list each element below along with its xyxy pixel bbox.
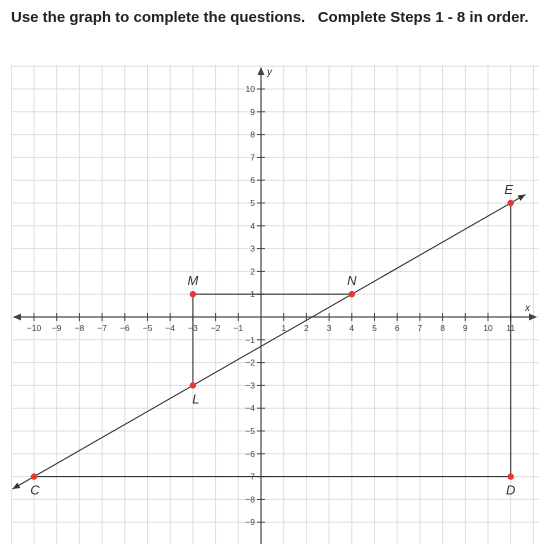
x-tick-label: −8 [74, 323, 85, 333]
x-tick-label: 8 [440, 323, 445, 333]
y-tick-label: 6 [250, 175, 255, 186]
point-m [190, 291, 196, 297]
x-axis-label: x [525, 303, 530, 314]
axes [13, 67, 537, 544]
x-tick-label: 11 [506, 323, 516, 333]
point-label-e: E [504, 182, 514, 197]
y-tick-label: −3 [245, 380, 255, 391]
x-tick-label: −6 [119, 323, 130, 333]
y-tick-label: −1 [245, 334, 255, 345]
y-tick-label: 5 [250, 198, 255, 208]
x-tick-label: −9 [51, 323, 62, 333]
point-e [508, 200, 514, 206]
x-tick-label: 9 [462, 323, 468, 333]
x-tick-label: −3 [188, 323, 198, 333]
x-tick-label: 1 [281, 323, 287, 333]
y-axis-arrow-up-icon [258, 67, 265, 75]
y-tick-label: −4 [245, 403, 255, 414]
x-tick-label: −4 [165, 323, 176, 333]
x-tick-label: 6 [394, 323, 400, 333]
x-tick-label: −2 [210, 323, 221, 333]
x-tick-label: 3 [326, 323, 332, 333]
y-tick-label: −6 [245, 448, 255, 459]
x-tick-label: 4 [349, 323, 355, 333]
x-tick-label: −7 [97, 323, 107, 333]
grid-lines [11, 65, 539, 544]
line-arrow-left-icon [12, 483, 20, 489]
x-tick-label: −1 [233, 323, 244, 333]
x-tick-label: −5 [142, 323, 153, 333]
graph-svg [11, 65, 539, 544]
x-tick-label: 5 [372, 323, 377, 333]
y-tick-label: −9 [245, 517, 255, 528]
point-c [31, 473, 37, 479]
point-label-m: M [187, 273, 199, 289]
point-d [508, 473, 514, 479]
y-axis-label: y [267, 67, 272, 78]
instructions-text: Use the graph to complete the questions. Complete Steps 1 - 8 in order. [11, 9, 529, 26]
point-n [349, 291, 355, 297]
x-axis-arrow-left-icon [13, 314, 21, 321]
coordinate-graph [11, 65, 539, 544]
point-label-l: L [192, 391, 200, 407]
y-tick-label: 8 [250, 129, 255, 140]
line-arrow-right-icon [518, 195, 526, 201]
y-tick-label: 10 [245, 84, 255, 94]
y-tick-label: −5 [245, 426, 255, 436]
x-tick-label: −10 [26, 323, 42, 333]
line-ce [12, 195, 525, 489]
y-tick-label: 7 [250, 152, 255, 163]
x-tick-label: 2 [304, 323, 309, 333]
figure-lines [12, 195, 525, 489]
point-label-d: D [506, 482, 516, 498]
x-tick-label: 7 [417, 323, 423, 333]
y-tick-label: 1 [250, 289, 255, 300]
point-label-c: C [30, 482, 40, 498]
point-l [190, 382, 196, 388]
y-tick-label: 9 [250, 106, 255, 117]
y-tick-label: −7 [245, 471, 255, 482]
y-tick-label: 4 [250, 220, 255, 231]
x-tick-label: 10 [483, 323, 493, 333]
y-tick-label: 3 [250, 243, 255, 254]
y-tick-label: −2 [245, 357, 255, 368]
y-tick-label: 2 [250, 266, 255, 277]
point-label-n: N [347, 273, 357, 289]
y-tick-label: −8 [245, 494, 255, 505]
